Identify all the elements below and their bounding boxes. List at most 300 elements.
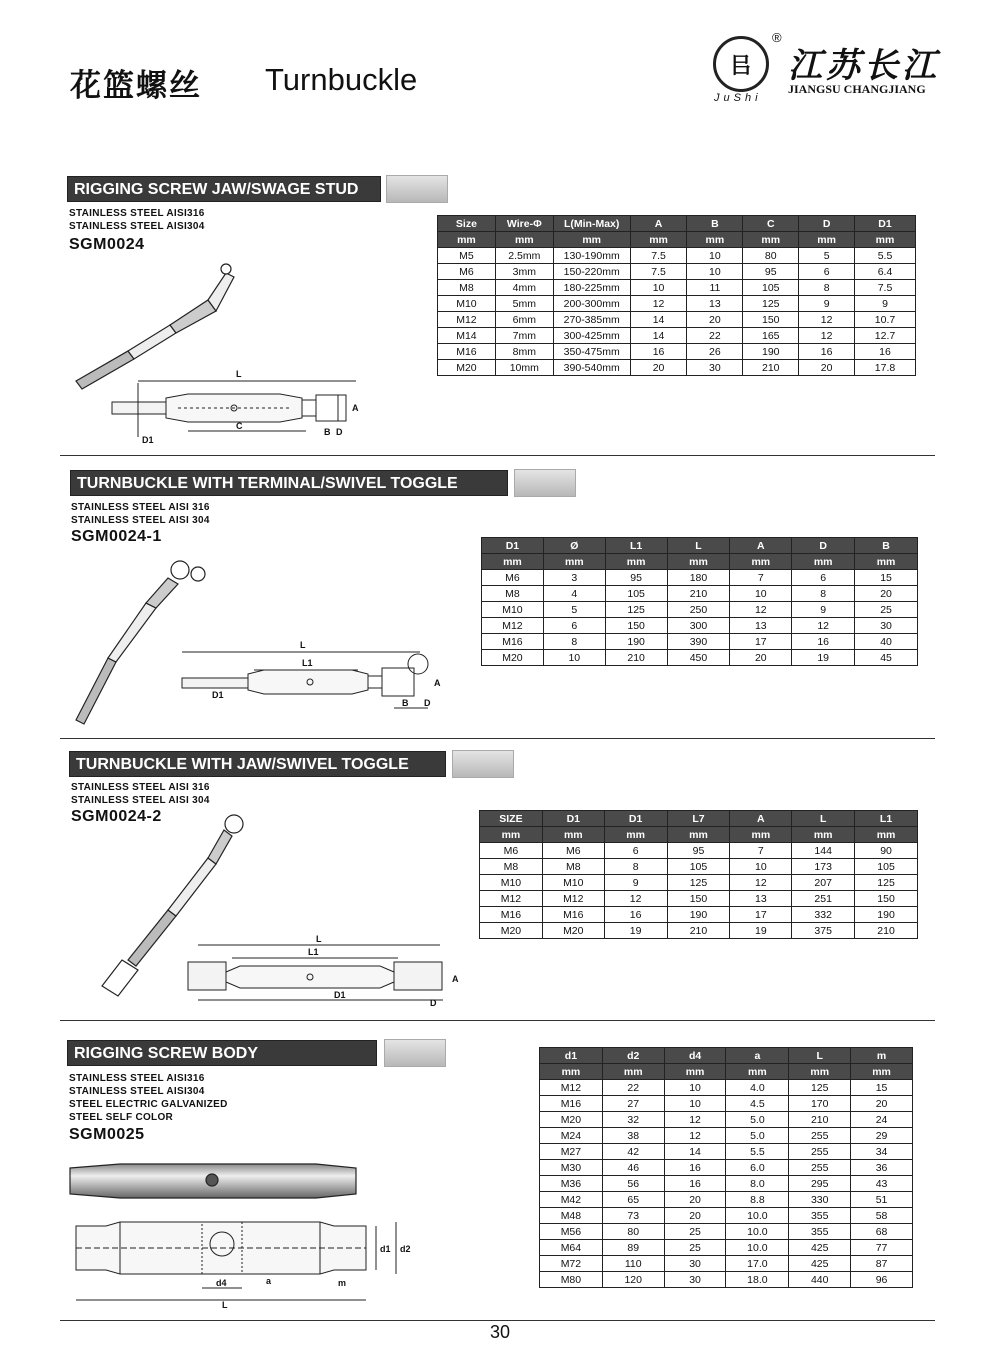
table-cell: 170 xyxy=(789,1096,851,1112)
table-cell: 6 xyxy=(799,264,855,280)
table-cell: 150 xyxy=(855,891,918,907)
table-cell: 250 xyxy=(667,602,730,618)
table-cell: 9 xyxy=(604,875,667,891)
table-cell: 125 xyxy=(605,602,667,618)
logo-seal-icon: 㠯 xyxy=(713,36,769,92)
dimension-label: D xyxy=(430,998,437,1008)
table-cell: M20 xyxy=(540,1112,603,1128)
table-cell: 125 xyxy=(789,1080,851,1096)
column-header: A xyxy=(730,811,792,827)
table-cell: 105 xyxy=(605,586,667,602)
table-header-row xyxy=(540,1048,913,1064)
table-cell: 14 xyxy=(664,1144,726,1160)
table-cell: M10 xyxy=(482,602,544,618)
table-cell: 125 xyxy=(743,296,799,312)
column-header: L xyxy=(792,811,855,827)
unit-cell: mm xyxy=(687,232,743,248)
table-row xyxy=(540,1256,913,1272)
column-header: A xyxy=(630,216,687,232)
table-cell: M36 xyxy=(540,1176,603,1192)
table-cell: 12.7 xyxy=(855,328,916,344)
table-cell: 58 xyxy=(851,1208,913,1224)
table-cell: 8.8 xyxy=(726,1192,789,1208)
column-header: D xyxy=(799,216,855,232)
dimension-label: m xyxy=(338,1278,347,1288)
table-cell: 36 xyxy=(851,1160,913,1176)
table-cell: M8 xyxy=(542,859,604,875)
table-cell: 125 xyxy=(667,875,730,891)
table-cell: 270-385mm xyxy=(553,312,630,328)
section-2-title-tab xyxy=(514,469,576,497)
column-header: Wire-Φ xyxy=(495,216,553,232)
table-cell: 330 xyxy=(789,1192,851,1208)
dimension-label: a xyxy=(266,1276,272,1286)
dimension-label: L xyxy=(236,369,242,379)
table-cell: 190 xyxy=(667,907,730,923)
table-row xyxy=(482,650,918,666)
table-cell: 27 xyxy=(602,1096,664,1112)
section-3-specs: STAINLESS STEEL AISI 316 STAINLESS STEEL AISI 304 xyxy=(71,782,210,806)
table-cell: 8 xyxy=(799,280,855,296)
table-cell: 12 xyxy=(799,328,855,344)
table-row xyxy=(480,907,918,923)
table-cell: 295 xyxy=(789,1176,851,1192)
table-cell: 251 xyxy=(792,891,855,907)
table-cell: 150-220mm xyxy=(553,264,630,280)
table-cell: M6 xyxy=(542,843,604,859)
unit-cell: mm xyxy=(792,554,855,570)
table-cell: 332 xyxy=(792,907,855,923)
table-cell: 6mm xyxy=(495,312,553,328)
table-cell: 18.0 xyxy=(726,1272,789,1288)
unit-cell: mm xyxy=(730,554,792,570)
table-row xyxy=(480,923,918,939)
table-cell: 9 xyxy=(792,602,855,618)
table-cell: 10 xyxy=(730,859,792,875)
table-cell: 13 xyxy=(730,618,792,634)
table-cell: 3mm xyxy=(495,264,553,280)
table-cell: 210 xyxy=(605,650,667,666)
table-cell: 5.0 xyxy=(726,1128,789,1144)
unit-cell: mm xyxy=(482,554,544,570)
unit-cell: mm xyxy=(540,1064,603,1080)
table-cell: 12 xyxy=(664,1128,726,1144)
table-cell: 15 xyxy=(855,570,918,586)
table-cell: 30 xyxy=(664,1256,726,1272)
table-row xyxy=(438,280,916,296)
table-cell: 8 xyxy=(604,859,667,875)
table-cell: 19 xyxy=(604,923,667,939)
section-1-table xyxy=(437,215,916,376)
section-4-title-tab xyxy=(384,1039,446,1067)
table-cell: 14 xyxy=(630,328,687,344)
unit-cell: mm xyxy=(726,1064,789,1080)
section-3-title-tab xyxy=(452,750,514,778)
table-cell: 150 xyxy=(605,618,667,634)
table-cell: 300-425mm xyxy=(553,328,630,344)
table-cell: 12 xyxy=(730,602,792,618)
table-cell: 51 xyxy=(851,1192,913,1208)
table-cell: 255 xyxy=(789,1144,851,1160)
table-cell: 89 xyxy=(602,1240,664,1256)
unit-cell: mm xyxy=(495,232,553,248)
table-cell: 95 xyxy=(667,843,730,859)
table-cell: 80 xyxy=(743,248,799,264)
table-cell: 13 xyxy=(687,296,743,312)
table-cell: 425 xyxy=(789,1240,851,1256)
table-cell: 68 xyxy=(851,1224,913,1240)
table-cell: M12 xyxy=(480,891,543,907)
table-cell: 10.0 xyxy=(726,1240,789,1256)
unit-cell: mm xyxy=(602,1064,664,1080)
unit-cell: mm xyxy=(855,232,916,248)
table-cell: 10 xyxy=(543,650,605,666)
table-cell: 6 xyxy=(792,570,855,586)
table-cell: 16 xyxy=(604,907,667,923)
table-cell: 207 xyxy=(792,875,855,891)
column-header: d1 xyxy=(540,1048,603,1064)
table-cell: 13 xyxy=(730,891,792,907)
table-cell: M27 xyxy=(540,1144,603,1160)
section-3-product-code: SGM0024-2 xyxy=(71,808,162,825)
table-cell: 150 xyxy=(667,891,730,907)
table-cell: M6 xyxy=(438,264,496,280)
unit-cell: mm xyxy=(667,554,730,570)
unit-cell: mm xyxy=(542,827,604,843)
table-cell: 20 xyxy=(799,360,855,376)
column-header: D xyxy=(792,538,855,554)
section-4-title: RIGGING SCREW BODY xyxy=(67,1040,377,1066)
column-header: d4 xyxy=(664,1048,726,1064)
column-header: L(Min-Max) xyxy=(553,216,630,232)
table-cell: 16 xyxy=(799,344,855,360)
table-row xyxy=(482,586,918,602)
column-header: D1 xyxy=(855,216,916,232)
table-cell: M20 xyxy=(482,650,544,666)
unit-cell: mm xyxy=(743,232,799,248)
table-cell: M20 xyxy=(542,923,604,939)
section-2-drawing xyxy=(68,548,458,728)
table-cell: 95 xyxy=(605,570,667,586)
table-cell: 120 xyxy=(602,1272,664,1288)
table-cell: 25 xyxy=(664,1240,726,1256)
table-row xyxy=(480,843,918,859)
unit-cell: mm xyxy=(605,554,667,570)
column-header: B xyxy=(687,216,743,232)
table-cell: 5 xyxy=(799,248,855,264)
table-row xyxy=(540,1128,913,1144)
table-cell: 355 xyxy=(789,1224,851,1240)
section-4-table xyxy=(539,1047,913,1288)
section-3-drawing xyxy=(68,810,468,1010)
table-cell: 210 xyxy=(667,586,730,602)
table-cell: 110 xyxy=(602,1256,664,1272)
unit-cell: mm xyxy=(480,827,543,843)
section-4-product-code: SGM0025 xyxy=(69,1126,145,1143)
table-cell: 7 xyxy=(730,843,792,859)
table-cell: 165 xyxy=(743,328,799,344)
table-row xyxy=(540,1224,913,1240)
table-cell: 12 xyxy=(664,1112,726,1128)
unit-cell: mm xyxy=(630,232,687,248)
table-cell: 10 xyxy=(664,1080,726,1096)
table-cell: M10 xyxy=(480,875,543,891)
section-3-table xyxy=(479,810,918,939)
company-logo xyxy=(708,28,948,108)
table-cell: 10mm xyxy=(495,360,553,376)
table-row xyxy=(438,360,916,376)
table-row xyxy=(540,1176,913,1192)
column-header: d2 xyxy=(602,1048,664,1064)
table-row xyxy=(540,1144,913,1160)
table-cell: 210 xyxy=(667,923,730,939)
table-cell: M16 xyxy=(542,907,604,923)
table-cell: 20 xyxy=(687,312,743,328)
table-row xyxy=(482,602,918,618)
table-cell: 350-475mm xyxy=(553,344,630,360)
table-cell: 210 xyxy=(855,923,918,939)
registered-mark: ® xyxy=(772,30,782,45)
table-cell: 20 xyxy=(664,1208,726,1224)
dimension-label: d1 xyxy=(380,1244,391,1254)
section-divider xyxy=(60,738,935,739)
table-cell: 355 xyxy=(789,1208,851,1224)
dimension-label: D1 xyxy=(212,690,224,700)
table-cell: 20 xyxy=(630,360,687,376)
table-row xyxy=(438,296,916,312)
dimension-label: L xyxy=(222,1300,228,1310)
unit-cell: mm xyxy=(667,827,730,843)
table-cell: 17 xyxy=(730,634,792,650)
table-cell: 43 xyxy=(851,1176,913,1192)
table-cell: 7 xyxy=(730,570,792,586)
table-cell: 16 xyxy=(664,1160,726,1176)
table-cell: 10 xyxy=(630,280,687,296)
table-row xyxy=(540,1208,913,1224)
dimension-label: L xyxy=(316,934,322,944)
column-header: a xyxy=(726,1048,789,1064)
table-cell: 6.0 xyxy=(726,1160,789,1176)
table-row xyxy=(438,344,916,360)
dimension-label: D xyxy=(424,698,431,708)
table-cell: M72 xyxy=(540,1256,603,1272)
table-cell: 87 xyxy=(851,1256,913,1272)
table-cell: 90 xyxy=(855,843,918,859)
unit-cell: mm xyxy=(553,232,630,248)
table-cell: 22 xyxy=(602,1080,664,1096)
table-cell: M10 xyxy=(438,296,496,312)
dimension-label: C xyxy=(236,421,243,431)
table-header-row xyxy=(438,216,916,232)
table-cell: 30 xyxy=(855,618,918,634)
column-header: L1 xyxy=(605,538,667,554)
table-row xyxy=(540,1192,913,1208)
table-cell: 25 xyxy=(664,1224,726,1240)
table-cell: 65 xyxy=(602,1192,664,1208)
table-row xyxy=(438,264,916,280)
table-cell: 56 xyxy=(602,1176,664,1192)
table-cell: 11 xyxy=(687,280,743,296)
table-cell: 5.5 xyxy=(726,1144,789,1160)
table-cell: 20 xyxy=(851,1096,913,1112)
table-cell: 34 xyxy=(851,1144,913,1160)
table-cell: 190 xyxy=(743,344,799,360)
column-header: A xyxy=(730,538,792,554)
table-cell: 5mm xyxy=(495,296,553,312)
table-row xyxy=(480,875,918,891)
table-cell: 32 xyxy=(602,1112,664,1128)
unit-cell: mm xyxy=(855,554,918,570)
table-cell: 73 xyxy=(602,1208,664,1224)
table-cell: 40 xyxy=(855,634,918,650)
unit-cell: mm xyxy=(799,232,855,248)
table-cell: 2.5mm xyxy=(495,248,553,264)
section-2-title: TURNBUCKLE WITH TERMINAL/SWIVEL TOGGLE xyxy=(70,470,508,496)
table-cell: 20 xyxy=(730,650,792,666)
table-cell: 16 xyxy=(664,1176,726,1192)
table-cell: 255 xyxy=(789,1160,851,1176)
table-cell: 144 xyxy=(792,843,855,859)
table-cell: 440 xyxy=(789,1272,851,1288)
table-cell: M42 xyxy=(540,1192,603,1208)
table-cell: 9 xyxy=(855,296,916,312)
table-cell: 173 xyxy=(792,859,855,875)
table-cell: 20 xyxy=(664,1192,726,1208)
table-cell: 7.5 xyxy=(630,264,687,280)
column-header: Size xyxy=(438,216,496,232)
unit-cell: mm xyxy=(789,1064,851,1080)
table-cell: 30 xyxy=(687,360,743,376)
unit-cell: mm xyxy=(851,1064,913,1080)
table-cell: 425 xyxy=(789,1256,851,1272)
column-header: L7 xyxy=(667,811,730,827)
unit-cell: mm xyxy=(792,827,855,843)
table-cell: 16 xyxy=(792,634,855,650)
table-cell: M20 xyxy=(480,923,543,939)
section-divider xyxy=(60,455,935,456)
dimension-label: A xyxy=(352,403,359,413)
table-row xyxy=(540,1240,913,1256)
table-cell: 7.5 xyxy=(855,280,916,296)
table-cell: 190 xyxy=(855,907,918,923)
dimension-label: D xyxy=(336,427,343,437)
table-cell: 4.5 xyxy=(726,1096,789,1112)
table-cell: 10.0 xyxy=(726,1208,789,1224)
table-cell: 12 xyxy=(730,875,792,891)
table-cell: 10 xyxy=(687,248,743,264)
table-cell: 105 xyxy=(667,859,730,875)
table-cell: 20 xyxy=(855,586,918,602)
unit-cell: mm xyxy=(730,827,792,843)
table-cell: 12 xyxy=(630,296,687,312)
table-cell: M6 xyxy=(482,570,544,586)
table-cell: 390 xyxy=(667,634,730,650)
column-header: C xyxy=(743,216,799,232)
table-cell: 19 xyxy=(730,923,792,939)
table-cell: 8 xyxy=(792,586,855,602)
table-cell: 30 xyxy=(664,1272,726,1288)
section-2-specs: STAINLESS STEEL AISI 316 STAINLESS STEEL AISI 304 xyxy=(71,502,210,526)
table-header-row xyxy=(482,538,918,554)
unit-cell: mm xyxy=(855,827,918,843)
dimension-label: L1 xyxy=(308,947,319,957)
table-cell: 10 xyxy=(687,264,743,280)
table-cell: 42 xyxy=(602,1144,664,1160)
table-cell: 105 xyxy=(855,859,918,875)
column-header: D1 xyxy=(604,811,667,827)
table-cell: M56 xyxy=(540,1224,603,1240)
table-cell: 24 xyxy=(851,1112,913,1128)
table-cell: 190 xyxy=(605,634,667,650)
dimension-label: B xyxy=(402,698,409,708)
table-cell: 10 xyxy=(664,1096,726,1112)
table-cell: M80 xyxy=(540,1272,603,1288)
table-cell: 22 xyxy=(687,328,743,344)
table-cell: 450 xyxy=(667,650,730,666)
column-header: B xyxy=(855,538,918,554)
table-cell: 9 xyxy=(799,296,855,312)
table-cell: 26 xyxy=(687,344,743,360)
table-cell: M14 xyxy=(438,328,496,344)
table-cell: 77 xyxy=(851,1240,913,1256)
table-cell: 16 xyxy=(630,344,687,360)
table-row xyxy=(540,1080,913,1096)
dimension-label: D1 xyxy=(142,435,154,445)
table-cell: 8.0 xyxy=(726,1176,789,1192)
table-cell: 19 xyxy=(792,650,855,666)
table-cell: 150 xyxy=(743,312,799,328)
table-cell: 7.5 xyxy=(630,248,687,264)
table-cell: 95 xyxy=(743,264,799,280)
column-header: D1 xyxy=(482,538,544,554)
table-cell: 10.0 xyxy=(726,1224,789,1240)
table-row xyxy=(540,1160,913,1176)
table-cell: 255 xyxy=(789,1128,851,1144)
table-row xyxy=(480,891,918,907)
table-unit-row xyxy=(480,827,918,843)
table-cell: 210 xyxy=(743,360,799,376)
table-cell: 17.8 xyxy=(855,360,916,376)
unit-cell: mm xyxy=(543,554,605,570)
table-cell: 300 xyxy=(667,618,730,634)
table-cell: 12 xyxy=(792,618,855,634)
table-cell: M16 xyxy=(480,907,543,923)
table-row xyxy=(438,248,916,264)
table-cell: M24 xyxy=(540,1128,603,1144)
section-2-table xyxy=(481,537,918,666)
table-cell: 180 xyxy=(667,570,730,586)
section-1-drawing xyxy=(68,255,368,450)
table-cell: M16 xyxy=(482,634,544,650)
table-cell: 15 xyxy=(851,1080,913,1096)
table-cell: 17 xyxy=(730,907,792,923)
table-row xyxy=(540,1272,913,1288)
column-header: L1 xyxy=(855,811,918,827)
section-4-specs: STAINLESS STEEL AISI316 STAINLESS STEEL AISI304 STEEL ELECTRIC GALVANIZED STEEL SELF COLOR xyxy=(69,1073,228,1123)
section-1-title: RIGGING SCREW JAW/SWAGE STUD xyxy=(67,176,381,202)
table-cell: M12 xyxy=(542,891,604,907)
table-cell: 10 xyxy=(730,586,792,602)
logo-company-chinese: 江苏长江 xyxy=(788,46,940,86)
table-cell: M6 xyxy=(480,843,543,859)
table-cell: M5 xyxy=(438,248,496,264)
dimension-label: D1 xyxy=(334,990,346,1000)
table-cell: 7mm xyxy=(495,328,553,344)
table-row xyxy=(482,618,918,634)
table-cell: M10 xyxy=(542,875,604,891)
table-cell: M12 xyxy=(482,618,544,634)
table-cell: M8 xyxy=(480,859,543,875)
